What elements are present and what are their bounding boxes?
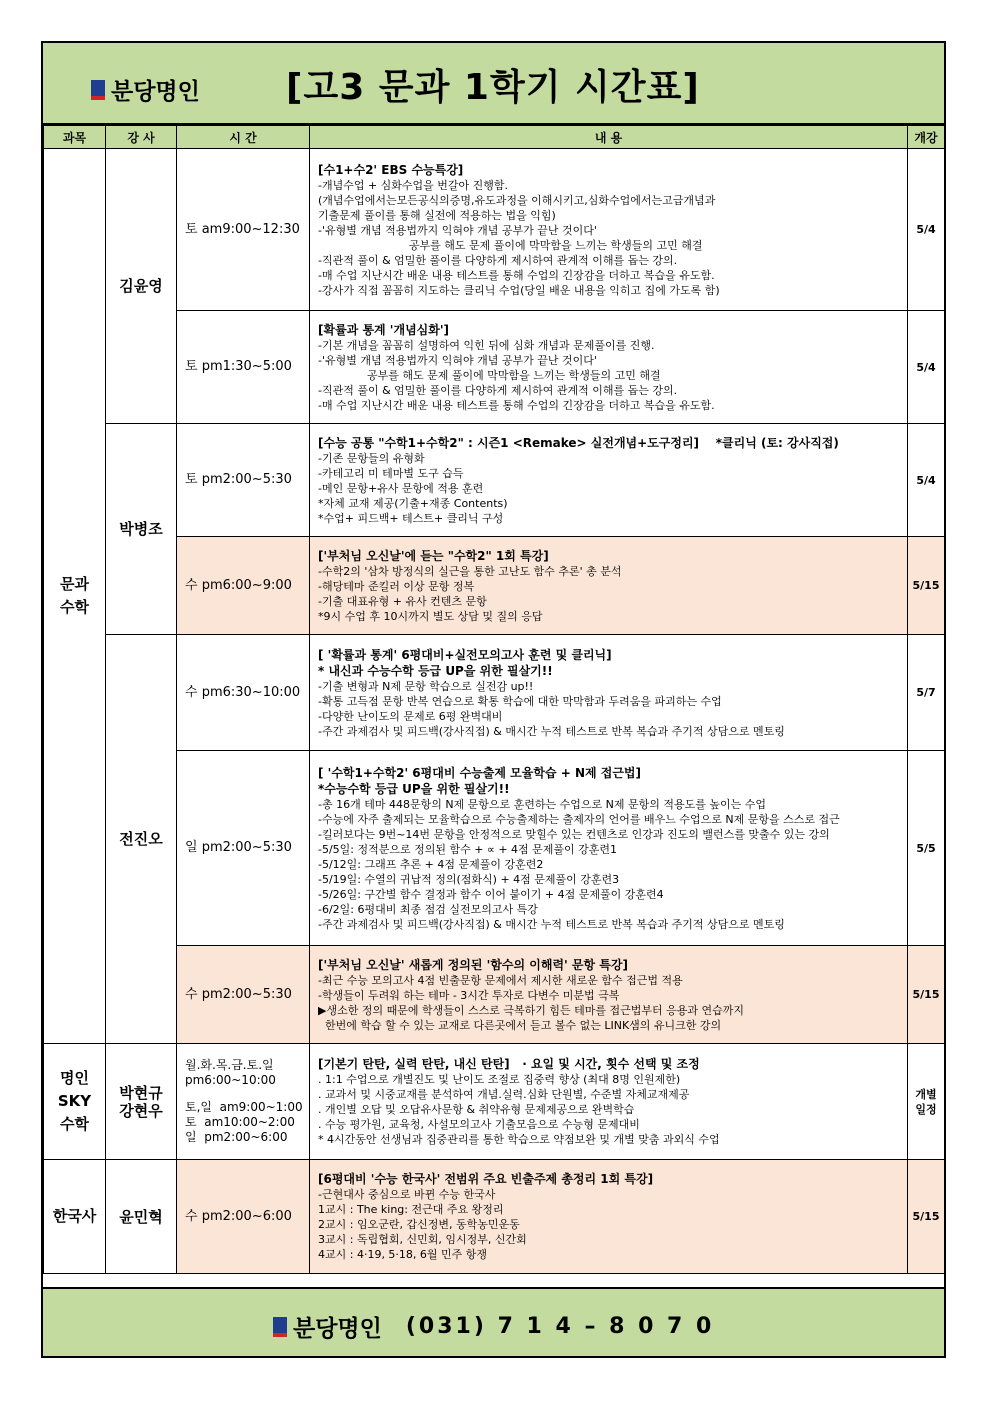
content-line: * 4시간동안 선생님과 집중관리를 통한 학습으로 약점보완 및 개별 맞춤 과외식 수업	[318, 1133, 720, 1146]
column-header-row	[44, 126, 945, 149]
content-line: -직관적 풀이 & 엄밀한 풀이를 다양하게 제시하여 관계적 이해를 돕는 강의.	[318, 383, 678, 397]
content-line: -5/19일: 수열의 귀납적 정의(점화식) + 4점 문제풀이 강훈련3	[318, 872, 620, 886]
teacher-cell: 윤민혁	[106, 1160, 177, 1274]
course-title: [ '수학1+수학2' 6평대비 수능출제 모율학습 + N제 접근법]	[318, 765, 642, 780]
course-title: [6평대비 '수능 한국사' 전범위 주요 빈출주제 총정리 1회 특강]	[318, 1172, 654, 1186]
content-line: -수학2의 '삼차 방정식의 실근을 통한 고난도 함수 추론' 총 분석	[318, 564, 622, 578]
content-cell	[310, 149, 908, 311]
col-header-subject: 과목	[44, 126, 106, 149]
table-row	[44, 1160, 945, 1274]
content-line: -기존 문항들의 유형화	[318, 451, 425, 465]
content-line: . 수능 평가원, 교육청, 사설모의고사 기출모음으로 수능형 문제대비	[318, 1118, 640, 1131]
content-line: (개념수업에서는모든공식의증명,유도과정을 이해시키고,심화수업에서는고급개념과	[318, 193, 716, 207]
table-row	[44, 635, 945, 751]
content-cell	[310, 537, 908, 635]
col-header-content: 내 용	[310, 126, 908, 149]
content-line: 공부를 해도 문제 풀이에 막막함을 느끼는 학생들의 고민 해결	[318, 368, 661, 382]
content-line: 한번에 학습 할 수 있는 교재로 다른곳에서 듣고 볼수 없는 LINK샘의 유니크한 강의	[318, 1018, 722, 1032]
content-cell	[310, 424, 908, 537]
start-date-cell	[908, 1044, 945, 1160]
content-line: 1교시 : The king: 전근대 주요 왕정리	[318, 1203, 504, 1216]
course-title: ['부처님 오신날' 새롭게 정의된 '함수의 이해력' 문항 특강]	[318, 957, 628, 972]
content-line: -6/2일: 6평대비 최종 점검 실전모의고사 특강	[318, 902, 538, 916]
start-date-cell: 5/4	[908, 424, 945, 537]
course-subtitle: *수능수학 등급 UP을 위한 필살기!!	[318, 781, 510, 796]
table-row	[44, 946, 945, 1044]
time-cell: 일 pm2:00~5:30	[177, 751, 310, 946]
content-cell	[310, 1044, 908, 1160]
start-date-cell: 5/4	[908, 311, 945, 424]
teacher-cell: 전진오	[106, 635, 177, 1044]
start-date-cell: 5/5	[908, 751, 945, 946]
content-line: -해당테마 준킬러 이상 문항 정복	[318, 579, 475, 593]
content-line: -매 수업 지난시간 배운 내용 테스트를 통해 수업의 긴장감을 더하고 복습을 유도함.	[318, 398, 715, 412]
time-cell: 수 pm6:30~10:00	[177, 635, 310, 751]
time-cell: 토 am9:00~12:30	[177, 149, 310, 311]
table-row	[44, 1044, 945, 1160]
time-line: 일 pm2:00~6:00	[185, 1130, 288, 1144]
start-date-cell: 5/15	[908, 1160, 945, 1274]
teacher-cell	[106, 1044, 177, 1160]
content-line: -5/26일: 구간별 함수 결정과 함수 이어 붙이기 + 4점 문제풀이 강훈련4	[318, 887, 664, 901]
content-line: . 개인별 오답 및 오답유사문항 & 취약유형 문제제공으로 완벽학습	[318, 1103, 635, 1116]
content-line: 기출문제 풀이를 통해 실전에 적용하는 법을 익힘)	[318, 208, 556, 222]
content-line: -주간 과제검사 및 피드백(강사직접) & 매시간 누적 테스트로 반복 복습과 주기적 상담으로 멘토링	[318, 724, 785, 738]
footer-logo-text: 분당명인	[293, 1316, 382, 1342]
time-line: pm6:00~10:00	[185, 1073, 276, 1087]
content-line: -수능에 자주 출제되는 모율학습으로 수능출제하는 출제자의 언어를 배우느 수업으로 N제 문항을 스스로 접근	[318, 812, 840, 826]
course-title: [수1+수2' EBS 수능특강]	[318, 162, 464, 177]
content-line: -기출 변형과 N제 문항 학습으로 실전감 up!!	[318, 679, 534, 693]
footer-contact	[273, 1310, 714, 1343]
content-line: -주간 과제검사 및 피드백(강사직접) & 매시간 누적 테스트로 반복 복습과 주기적 상담으로 멘토링	[318, 917, 785, 931]
teacher-cell: 박병조	[106, 424, 177, 635]
content-line: -기출 대표유형 + 유사 컨텐츠 문항	[318, 594, 487, 608]
content-line: . 교과서 및 시중교재를 분석하여 개념.실력.심화 단원별, 수준별 자체교재제공	[318, 1088, 690, 1101]
time-spacer	[185, 1088, 309, 1100]
content-line: -'유형별 개념 적용법까지 익혀야 개념 공부가 끝난 것이다'	[318, 353, 597, 367]
content-line: -총 16개 테마 448문항의 N제 문항으로 훈련하는 수업으로 N제 문항의 적용도를 높이는 수업	[318, 797, 767, 811]
table-row	[44, 751, 945, 946]
time-line: 토,일 am9:00~1:00	[185, 1100, 303, 1114]
subject-line: 문과	[60, 575, 89, 593]
subject-line: SKY	[57, 1092, 92, 1110]
col-header-teacher: 강 사	[106, 126, 177, 149]
page-title: [고3 문과 1학기 시간표]	[286, 67, 700, 108]
time-cell: 수 pm2:00~5:30	[177, 946, 310, 1044]
content-cell	[310, 751, 908, 946]
time-cell	[177, 1044, 310, 1160]
table-row	[44, 537, 945, 635]
teacher-name: 강현우	[119, 1101, 163, 1120]
teacher-cell: 김윤영	[106, 149, 177, 424]
subject-line: 수학	[60, 1115, 89, 1133]
content-cell	[310, 635, 908, 751]
content-line: *수업+ 피드백+ 테스트+ 클리닉 구성	[318, 511, 504, 525]
start-date-cell: 5/7	[908, 635, 945, 751]
content-line: -5/12일: 그래프 추론 + 4점 문제풀이 강훈련2	[318, 857, 544, 871]
start-date-cell: 5/4	[908, 149, 945, 311]
content-line: -5/5일: 정적분으로 정의된 함수 + ∝ + 4점 문제풀이 강훈련1	[318, 842, 618, 856]
time-line: 토 am10:00~2:00	[185, 1115, 295, 1129]
teacher-name: 박현규	[119, 1083, 163, 1102]
content-line: -직관적 풀이 & 엄밀한 풀이를 다양하게 제시하여 관계적 이해를 돕는 강의.	[318, 253, 678, 267]
subject-line: 명인	[60, 1069, 89, 1087]
start-date-cell: 5/15	[908, 537, 945, 635]
content-line: -다양한 난이도의 문제로 6평 완벽대비	[318, 709, 503, 723]
time-cell: 토 pm1:30~5:00	[177, 311, 310, 424]
time-cell: 수 pm6:00~9:00	[177, 537, 310, 635]
logo-mark-icon	[273, 1317, 287, 1337]
academy-logo	[91, 73, 200, 106]
start-line: 일정	[915, 1102, 937, 1116]
content-line: -'유형별 개념 적용법까지 익혀야 개념 공부가 끝난 것이다'	[318, 223, 597, 237]
course-title: [ '확률과 통계' 6평대비+실전모의고사 훈련 및 클리닉]	[318, 647, 612, 662]
table-row	[44, 424, 945, 537]
content-line: -메인 문항+유사 문항에 적용 훈련	[318, 481, 484, 495]
content-line: -카테고리 미 테마별 도구 습득	[318, 466, 464, 480]
course-title: [기본기 탄탄, 실력 탄탄, 내신 탄탄] · 요일 및 시간, 횟수 선택 및 조정	[318, 1057, 700, 1071]
logo-text: 분당명인	[111, 79, 200, 105]
time-cell: 토 pm2:00~5:30	[177, 424, 310, 537]
content-line: 공부를 해도 문제 풀이에 막막함을 느끼는 학생들의 고민 해결	[318, 238, 703, 252]
content-line: -강사가 직접 꼼꼼히 지도하는 클리닉 수업(당일 배운 내용을 익히고 집에 가도록 함)	[318, 283, 720, 297]
content-line: *자체 교재 제공(기출+재종 Contents)	[318, 496, 508, 510]
content-line: 3교시 : 독립협회, 신민회, 임시정부, 신간회	[318, 1233, 527, 1246]
content-line: -기본 개념을 꼼꼼히 설명하여 익힌 뒤에 심화 개념과 문제풀이를 진행.	[318, 338, 655, 352]
course-subtitle: * 내신과 수능수학 등급 UP을 위한 필살기!!	[318, 663, 553, 678]
content-cell	[310, 946, 908, 1044]
content-line: -매 수업 지난시간 배운 내용 테스트를 통해 수업의 긴장감을 더하고 복습을 유도함.	[318, 268, 715, 282]
subject-cell-math	[44, 149, 106, 1044]
course-title: [수능 공통 "수학1+수학2" : 시즌1 <Remake> 실전개념+도구정리] *클리닉 (토: 강사직접)	[318, 435, 839, 450]
subject-cell-history: 한국사	[44, 1160, 106, 1274]
timetable-frame	[41, 41, 946, 1358]
footer-banner	[43, 1287, 944, 1356]
logo-mark-icon	[91, 80, 105, 100]
content-line: *9시 수업 후 10시까지 별도 상담 및 질의 응답	[318, 609, 543, 623]
content-line: -확통 고득점 문항 반복 연습으로 확통 학습에 대한 막막함과 두려움을 파괴하는 수업	[318, 694, 722, 708]
time-line: 월.화.목.금.토.일	[185, 1058, 274, 1072]
content-line: -개념수업 + 심화수업을 번갈아 진행함.	[318, 178, 509, 192]
course-title: ['부처님 오신날'에 듣는 "수학2" 1회 특강]	[318, 548, 549, 563]
content-line: 4교시 : 4·19, 5·18, 6월 민주 항쟁	[318, 1248, 488, 1261]
content-line: ▶생소한 정의 때문에 학생들이 스스로 극복하기 힘든 테마를 접근법부터 응용과 연습까지	[318, 1003, 744, 1017]
content-line: -최근 수능 모의고사 4점 빈출문항 문제에서 제시한 새로운 함수 접근법 적용	[318, 973, 683, 987]
content-line: -학생들이 두려워 하는 테마 - 3시간 투자로 다변수 미분법 극복	[318, 988, 620, 1002]
content-line: . 1:1 수업으로 개별진도 및 난이도 조절로 집중력 향상 (최대 8명 인원제한)	[318, 1073, 681, 1086]
subject-line: 수학	[60, 598, 89, 616]
time-cell: 수 pm2:00~6:00	[177, 1160, 310, 1274]
course-title: [확률과 통계 '개념심화']	[318, 322, 450, 337]
timetable	[43, 125, 945, 1274]
table-row	[44, 149, 945, 311]
start-line: 개별	[915, 1087, 937, 1101]
content-line: 2교시 : 임오군란, 갑신정변, 동학농민운동	[318, 1218, 520, 1231]
phone-number: (031) 7 1 4 – 8 0 7 0	[405, 1314, 715, 1339]
table-row	[44, 311, 945, 424]
start-date-cell: 5/15	[908, 946, 945, 1044]
content-cell	[310, 311, 908, 424]
content-line: -킬러보다는 9번~14번 문항을 안정적으로 맞힐수 있는 컨텐츠로 인강과 진도의 밸런스를 맞출수 있는 강의	[318, 827, 830, 841]
content-line: -근현대사 중심으로 바뀐 수능 한국사	[318, 1188, 496, 1201]
content-cell	[310, 1160, 908, 1274]
col-header-time: 시 간	[177, 126, 310, 149]
subject-cell-sky	[44, 1044, 106, 1160]
col-header-start: 개강	[908, 126, 945, 149]
header-banner	[43, 43, 944, 125]
